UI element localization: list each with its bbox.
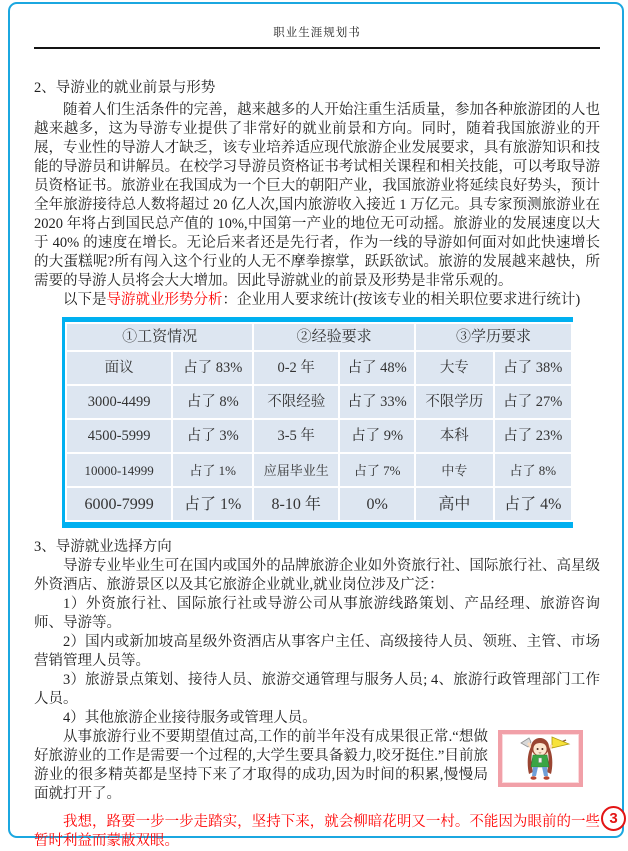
table-header-education: ③学历要求 [415,323,572,351]
section3-item: 1）外资旅行社、国际旅行社或导游公司从事旅游线路策划、产品经理、旅游咨询师、导游等。 [34,596,600,631]
table-cell: 占了 38% [494,351,572,385]
analysis-suffix: ：企业用人要求统计(按该专业的相关职位要求进行统计) [222,292,581,308]
document-page [34,12,600,851]
table-cell: 占了 27% [494,385,572,419]
analysis-highlight: 导游就业形势分析 [106,292,223,308]
table-cell: 占了 1% [172,453,253,487]
table-row [66,385,572,419]
table-cell: 占了 1% [172,487,253,521]
table-cell: 3-5 年 [253,419,339,453]
table-cell: 占了 8% [494,453,572,487]
table-cell: 占了 9% [339,419,415,453]
table-header-salary: ①工资情况 [66,323,253,351]
table-cell: 占了 8% [172,385,253,419]
section3-item: 3）旅游景点策划、接待人员、旅游交通管理与服务人员; 4、旅游行政管理部门工作人员。 [34,672,600,707]
table-cell: 本科 [415,419,493,453]
table-row [66,453,572,487]
table-cell: 8-10 年 [253,487,339,521]
table-header-row [66,323,572,351]
table-cell: 中专 [415,453,493,487]
table-cell: 不限学历 [415,385,493,419]
analysis-line [34,291,600,310]
section3-item: 2）国内或新加坡高星级外资酒店从事客户主任、高级接待人员、领班、主管、市场营销管理人员等。 [34,634,600,669]
table-cell: 6000-7999 [66,487,172,521]
section2-heading: 2、导游业的就业前景与形势 [34,80,216,96]
table-cell: 占了 7% [339,453,415,487]
closing-block [34,728,600,804]
table-cell: 占了 4% [494,487,572,521]
table-header-experience: ②经验要求 [253,323,415,351]
section3-item: 4）其他旅游企业接待服务或管理人员。 [63,710,317,726]
tour-guide-cartoon-image [498,730,583,787]
table-cell: 不限经验 [253,385,339,419]
table-cell: 占了 83% [172,351,253,385]
table-row [66,487,572,521]
table-cell: 占了 23% [494,419,572,453]
table-cell: 大专 [415,351,493,385]
page-number-badge: 3 [601,806,626,831]
tour-guide-girl-illustration [502,734,579,783]
table-cell: 应届毕业生 [253,453,339,487]
section3-heading: 3、导游就业选择方向 [34,539,172,555]
table-cell: 0-2 年 [253,351,339,385]
table-cell: 占了 33% [339,385,415,419]
table-cell: 3000-4499 [66,385,172,419]
table-cell: 面议 [66,351,172,385]
section3-intro: 导游专业毕业生可在国内或国外的品牌旅游企业如外资旅行社、国际旅行社、高星级外资酒店、旅游景区以及其它旅游企业就业,就业岗位涉及广泛： [34,558,600,593]
closing-paragraph: 从事旅游行业不要期望值过高,工作的前半年没有成果很正常.“想做好旅游业的工作是需要一个过程的,大学生要具备毅力,咬牙挺住.”目前旅游业的很多精英都是坚持下来了才取得的成功,因为时间的积累,慢慢局面就打开了。 [34,729,488,802]
table-cell: 占了 3% [172,419,253,453]
table-cell: 4500-5999 [66,419,172,453]
table-cell: 0% [339,487,415,521]
table-cell: 高中 [415,487,493,521]
analysis-prefix: 以下是 [63,292,107,308]
table-row [66,351,572,385]
employment-statistics-table [62,317,573,528]
table-cell: 10000-14999 [66,453,172,487]
table-cell: 占了 48% [339,351,415,385]
document-header-title: 职业生涯规划书 [34,12,600,49]
table-row [66,419,572,453]
red-note-paragraph: 我想，路要一步一步走踏实，坚持下来，就会柳暗花明又一村。不能因为眼前的一些暂时利益而蒙蔽双眼。 [34,814,600,849]
section2-paragraph: 随着人们生活条件的完善，越来越多的人开始注重生活质量，参加各种旅游团的人也越来越多，这为导游专业提供了非常好的就业前景和方向。同时，随着我国旅游业的开展，专业性的导游人才缺乏，该专业培养适应现代旅游企业发展要求，具有旅游知识和技能的导游员和讲解员。在校学习导游员资格证书考试相关课程和相关技能，可以考取导游员资格证书。旅游业在我国成为一个巨大的朝阳产业，我国旅游业将延续良好势头，预计全年旅游接待总人数将超过 20 亿人次,国内旅游收入接近 1 万亿元。具专家预测旅游业在 2020 年将占到国民总产值的 10%,中国第一产业的地位无可动摇。旅游业的发展速度以大于 40% 的速度在增长。无论后来者还是先行者，作为一线的导游如何面对如此快速增长的大蛋糕呢?所有闯入这个行业的人无不摩拳擦掌，跃跃欲试。旅游的发展越来越快，所需要的导游人员将会大大增加。因此导游就业的前景及形势是非常乐观的。 [34,102,600,289]
